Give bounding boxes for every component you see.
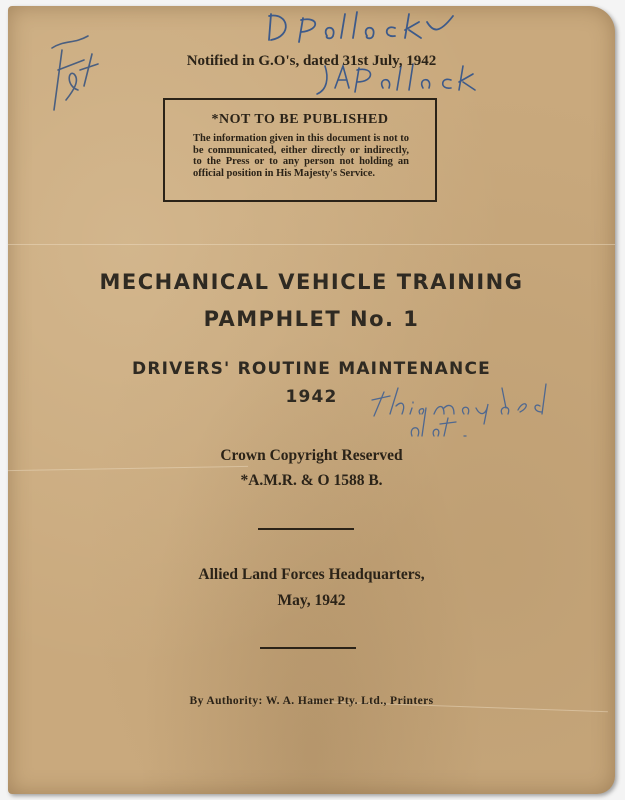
pamphlet-cover (8, 6, 615, 794)
notified-date-line: Notified in G.O's, dated 31st July, 1942 (186, 53, 437, 69)
subtitle-line-1: DRIVERS' ROUTINE MAINTENANCE (132, 359, 491, 379)
subtitle-year: 1942 (285, 387, 338, 407)
pamphlet-title-line-1: MECHANICAL VEHICLE TRAINING (99, 270, 524, 294)
paper-crease (8, 466, 248, 471)
reference-code: *A.M.R. & O 1588 B. (240, 472, 383, 489)
restriction-notice-title: *NOT TO BE PUBLISHED (211, 112, 389, 127)
pamphlet-title-line-2: PAMPHLET No. 1 (203, 307, 420, 331)
divider-rule (258, 528, 354, 530)
issue-date: May, 1942 (277, 592, 346, 609)
issuer-line: Allied Land Forces Headquarters, (198, 566, 425, 583)
crown-copyright-line: Crown Copyright Reserved (220, 447, 403, 464)
printer-credit: By Authority: W. A. Hamer Pty. Ltd., Printers (189, 695, 434, 707)
margin-note-handwriting (368, 378, 568, 438)
margin-scribble-handwriting (44, 30, 104, 120)
restriction-notice-box (163, 98, 437, 202)
restriction-notice-text: The information given in this document is not to be communicated, either directly or indirectly, to the Press or to any person not holding an official position in His Majesty's Service. (193, 133, 409, 179)
signature-top-handwriting (263, 8, 473, 48)
paper-crease (8, 244, 615, 245)
divider-rule (260, 647, 356, 649)
